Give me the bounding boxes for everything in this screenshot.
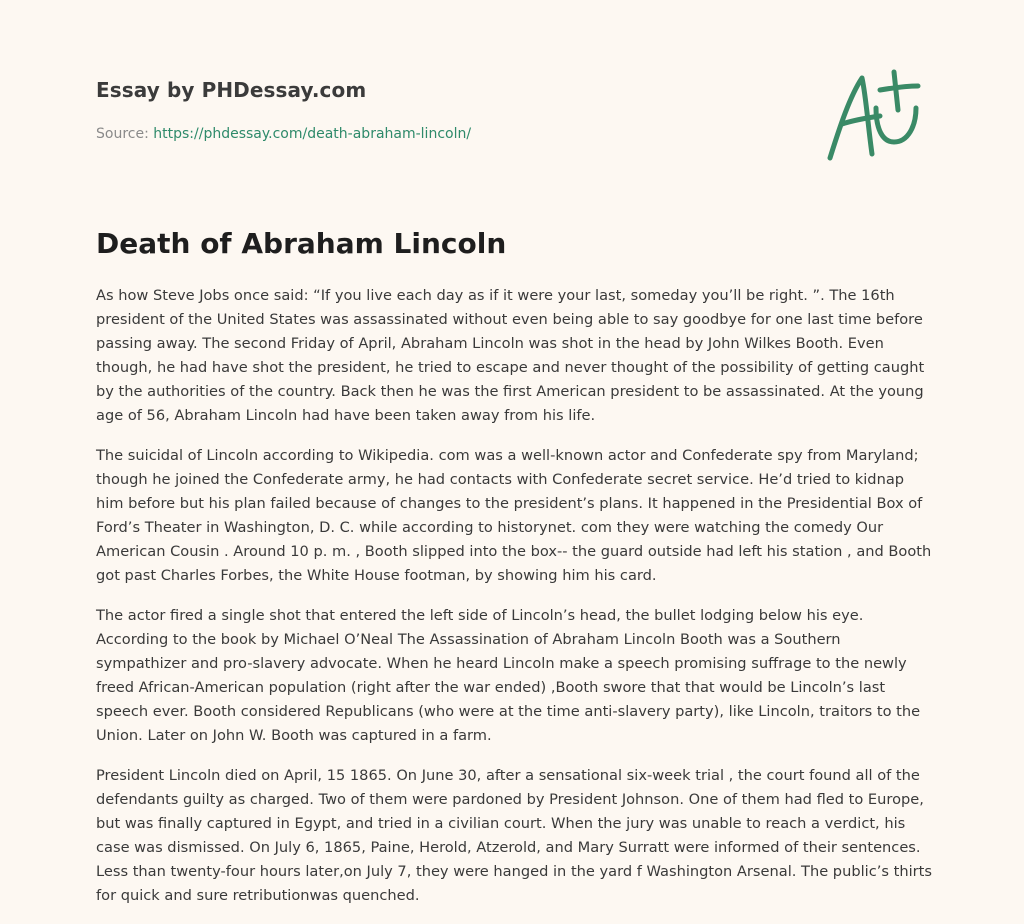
article-title: Death of Abraham Lincoln — [96, 227, 507, 260]
article-paragraph: The actor fired a single shot that entered the left side of Lincoln’s head, the bullet lodging below his eye. According to the book by Michael O’Neal The Assassination of Abraham Lincoln Booth was a Southern sympathizer and pro-slavery advocate. When he heard Lincoln make a speech promising suffrage to the newly freed African-American population (right after the war ended) ,Booth swore that that would be Lincoln’s last speech ever. Booth considered Republicans (who were at the time anti-slavery party), like Lincoln, traitors to the Union. Later on John W. Booth was captured in a farm. — [96, 607, 921, 744]
article-paragraph: President Lincoln died on April, 15 1865. On June 30, after a sensational six-week trial , the court found all of the defendants guilty as charged. Two of them were pardoned by President Johnson. One of them had fled to Europe, but was finally captured in Egypt, and tried in a civilian court. When the jury was unable to reach a verdict, his case was dismissed. On July 6, 1865, Paine, Herold, Atzerold, and Mary Surratt were informed of their sentences. Less than twenty-four hours later,on July 7, they were hanged in the yard f Washington Arsenal. The public’s thirts for quick and sure retributionwas quenched. — [96, 767, 932, 904]
source-label: Source: — [96, 126, 149, 142]
source-line — [96, 124, 471, 144]
article-body — [96, 284, 932, 924]
article-paragraph: As how Steve Jobs once said: “If you live each day as if it were your last, someday you’ll be right. ”. The 16th president of the United States was assassinated without even being able to say goodbye for one last time before passing away. The second Friday of April, Abraham Lincoln was shot in the head by John Wilkes Booth. Even though, he had have shot the president, he tried to escape and never thought of the possibility of getting caught by the authorities of the country. Back then he was the first American president to be assassinated. At the young age of 56, Abraham Lincoln had have been taken away from his life. — [96, 287, 925, 424]
a-plus-grade-icon — [820, 66, 930, 166]
article-paragraph: The suicidal of Lincoln according to Wikipedia. com was a well-known actor and Confederate spy from Maryland; though he joined the Confederate army, he had contacts with Confederate secret service. He’d tried to kidnap him before but his plan failed because of changes to the president’s plans. It happened in the Presidential Box of Ford’s Theater in Washington, D. C. while according to historynet. com they were watching the comedy Our American Cousin . Around 10 p. m. , Booth slipped into the box-- the guard outside had left his station , and Booth got past Charles Forbes, the White House footman, by showing him his card. — [96, 447, 932, 584]
site-brand: Essay by PHDessay.com — [96, 78, 367, 102]
page-header — [96, 76, 796, 142]
source-link[interactable]: https://phdessay.com/death-abraham-lincoln/ — [153, 126, 472, 142]
